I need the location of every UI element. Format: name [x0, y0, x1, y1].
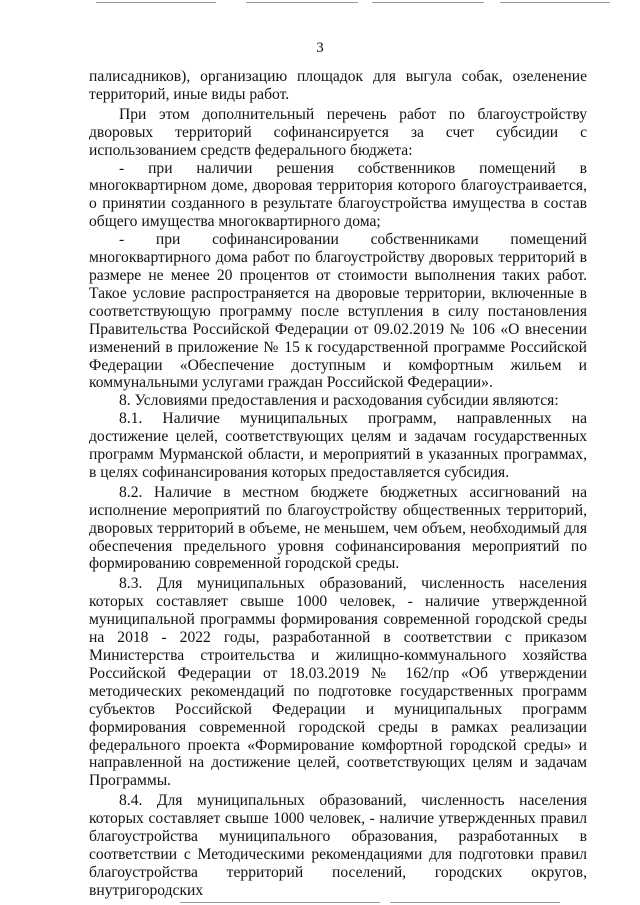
scan-artifact-line	[372, 2, 484, 3]
scan-artifact-line	[500, 2, 610, 3]
paragraph: При этом дополнительный перечень работ по благоустройству дворовых территорий софинансируется за счет субсидии с использованием средств федерального бюджета:	[89, 105, 587, 159]
paragraph: 8.3. Для муниципальных образований, численность населения которых составляет свыше 1000 человек, - наличие утвержденной муниципальной программы формирования современной городской среды на 2018 - 2022 годы, разработанной в соответствии с приказом Министерства строительства и жилищно-коммунального хозяйства Российской Федерации от 18.03.2019 № 162/пр «Об утверждении методических рекомендаций по подготовке государственных программ субъектов Российской Федерации и муниципальных программ формирования современной городской среды в рамках реализации федерального проекта «Формирование комфортной городской среды» и направленной на достижение целей, соответствующих целям и задачам Программы.	[89, 575, 587, 790]
page-number: 3	[316, 40, 324, 56]
paragraph: 8.1. Наличие муниципальных программ, направленных на достижение целей, соответствующих целям и задачам государственных программ Мурманской области, и мероприятий в указанных программах, в целях софинансирования которых предоставляется субсидия.	[89, 410, 587, 481]
paragraph: - при наличии решения собственников помещений в многоквартирном доме, дворовая территория которого благоустраивается, о принятии созданного в результате благоустройства имущества в состав общего имущества многоквартирного дома;	[89, 159, 587, 231]
scan-artifact-line	[180, 902, 380, 903]
document-body	[89, 68, 587, 900]
scan-artifact-line	[390, 902, 560, 903]
paragraph: 8. Условиями предоставления и расходования субсидии являются:	[119, 392, 559, 410]
scan-artifact-line	[96, 2, 216, 3]
paragraph: - при софинансировании собственниками помещений многоквартирного дома работ по благоустройству дворовых территорий в размере не менее 20 процентов от стоимости выполнения таких работ. Такое условие распространяется на дворовые территории, включенные в соответствующую программу после вступления в силу постановления Правительства Российской Федерации от 09.02.2019 № 106 «О внесении изменений в приложение № 15 к государственной программе Российской Федерации «Обеспечение доступным и комфортным жильем и коммунальными услугами граждан Российской Федерации».	[89, 231, 587, 392]
paragraph: палисадников), организацию площадок для выгула собак, озеленение территорий, иные виды работ.	[89, 68, 587, 103]
paragraph: 8.2. Наличие в местном бюджете бюджетных ассигнований на исполнение мероприятий по благоустройству общественных территорий, дворовых территорий в объеме, не меньшем, чем объем, необходимый для обеспечения предельного уровня софинансирования мероприятий по формированию современной городской среды.	[89, 483, 587, 573]
paragraph: 8.4. Для муниципальных образований, численность населения которых составляет свыше 1000 человек, - наличие утвержденных правил благоустройства муниципального образования, разработанных в соответствии с Методическими рекомендациями для подготовки правил благоустройства территорий поселений, городских округов, внутригородских	[89, 792, 587, 899]
scan-artifact-line	[246, 2, 358, 3]
